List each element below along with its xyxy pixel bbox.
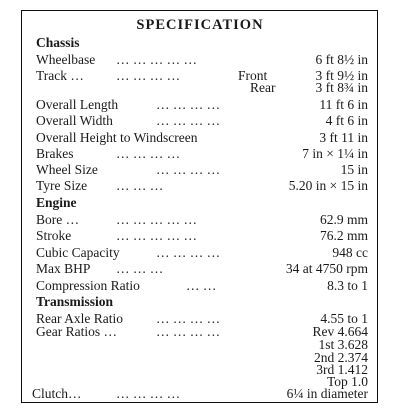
clutch-label: Clutch… — [32, 386, 82, 401]
wheel-size-label: Wheel Size — [36, 162, 98, 177]
engine-heading — [36, 195, 368, 211]
max-bhp-value: 34 at 4750 rpm — [285, 261, 368, 276]
compression-ratio-row — [36, 278, 368, 294]
engine-heading-label: Engine — [36, 195, 77, 210]
gear-ratio-1st: 1st 3.628 — [318, 337, 368, 352]
cubic-capacity-value: 948 cc — [332, 245, 368, 260]
gear-ratios-dots: … … … … — [156, 324, 221, 339]
clutch-row — [32, 386, 368, 402]
overall-width-row — [36, 113, 368, 129]
gear-ratios-label: Gear Ratios … — [36, 324, 117, 339]
rear-axle-ratio-dots: … … … … — [156, 311, 221, 326]
brakes-row — [36, 146, 368, 162]
wheelbase-value: 6 ft 8½ in — [315, 52, 368, 67]
wheel-size-value: 15 in — [340, 162, 368, 177]
clutch-value: 6¼ in diameter — [286, 386, 368, 401]
track-rear-row — [36, 80, 368, 96]
clutch-dots: … … … … — [116, 386, 181, 401]
tyre-size-label: Tyre Size — [36, 178, 88, 193]
max-bhp-dots: … … … — [116, 261, 164, 276]
gear-ratio-top: Top 1.0 — [326, 374, 368, 389]
overall-height-row — [36, 130, 368, 146]
chassis-heading — [36, 35, 368, 51]
track-rear-value: 3 ft 8¾ in — [315, 80, 368, 95]
overall-length-dots: … … … … — [156, 97, 221, 112]
stroke-value: 76.2 mm — [319, 228, 368, 243]
brakes-value: 7 in × 1¼ in — [302, 146, 368, 161]
bore-value: 62.9 mm — [319, 212, 368, 227]
overall-length-row — [36, 97, 368, 113]
stroke-row — [36, 228, 368, 244]
track-label: Track … — [36, 68, 84, 83]
overall-width-dots: … … … … — [156, 113, 221, 128]
tyre-size-dots: … … … — [116, 178, 164, 193]
transmission-heading-label: Transmission — [36, 294, 114, 309]
compression-ratio-label: Compression Ratio — [36, 278, 140, 293]
cubic-capacity-dots: … … … … — [156, 245, 221, 260]
bore-dots: … … … … … — [116, 212, 197, 227]
wheelbase-row — [36, 52, 368, 68]
overall-length-label: Overall Length — [36, 97, 119, 112]
tyre-size-row — [36, 178, 368, 194]
track-front-value: 3 ft 9½ in — [315, 68, 368, 83]
overall-width-label: Overall Width — [36, 113, 113, 128]
rear-axle-ratio-value: 4.55 to 1 — [320, 311, 368, 326]
compression-ratio-value: 8.3 to 1 — [327, 278, 368, 293]
max-bhp-label: Max BHP — [36, 261, 91, 276]
wheel-size-dots: … … … … — [156, 162, 221, 177]
overall-height-value: 3 ft 11 in — [319, 130, 368, 145]
tyre-size-value: 5.20 in × 15 in — [288, 178, 368, 193]
wheelbase-dots: … … … … … — [116, 52, 197, 67]
brakes-dots: … … … … — [116, 146, 181, 161]
overall-height-label: Overall Height to Windscreen — [36, 130, 198, 145]
specification-title: SPECIFICATION — [136, 17, 264, 33]
bore-label: Bore … — [36, 212, 80, 227]
stroke-label: Stroke — [36, 228, 72, 243]
gear-ratio-3rd: 3rd 1.412 — [316, 362, 368, 377]
wheelbase-label: Wheelbase — [36, 52, 96, 67]
wheel-size-row — [36, 162, 368, 178]
track-front-label: Front — [238, 68, 268, 83]
cubic-capacity-label: Cubic Capacity — [36, 245, 120, 260]
cubic-capacity-row — [36, 245, 368, 261]
gear-ratio-rev: Rev 4.664 — [312, 324, 368, 339]
compression-ratio-dots: … … — [186, 278, 217, 293]
max-bhp-row — [36, 261, 368, 277]
track-rear-label: Rear — [250, 80, 276, 95]
overall-length-value: 11 ft 6 in — [319, 97, 368, 112]
overall-width-value: 4 ft 6 in — [325, 113, 368, 128]
chassis-heading-label: Chassis — [36, 35, 80, 50]
track-dots: … … … … — [116, 68, 181, 83]
rear-axle-ratio-label: Rear Axle Ratio — [36, 311, 123, 326]
brakes-label: Brakes — [36, 146, 74, 161]
bore-row — [36, 212, 368, 228]
gear-ratio-2nd: 2nd 2.374 — [314, 350, 368, 365]
transmission-heading — [36, 294, 368, 310]
stroke-dots: … … … … … — [116, 228, 197, 243]
